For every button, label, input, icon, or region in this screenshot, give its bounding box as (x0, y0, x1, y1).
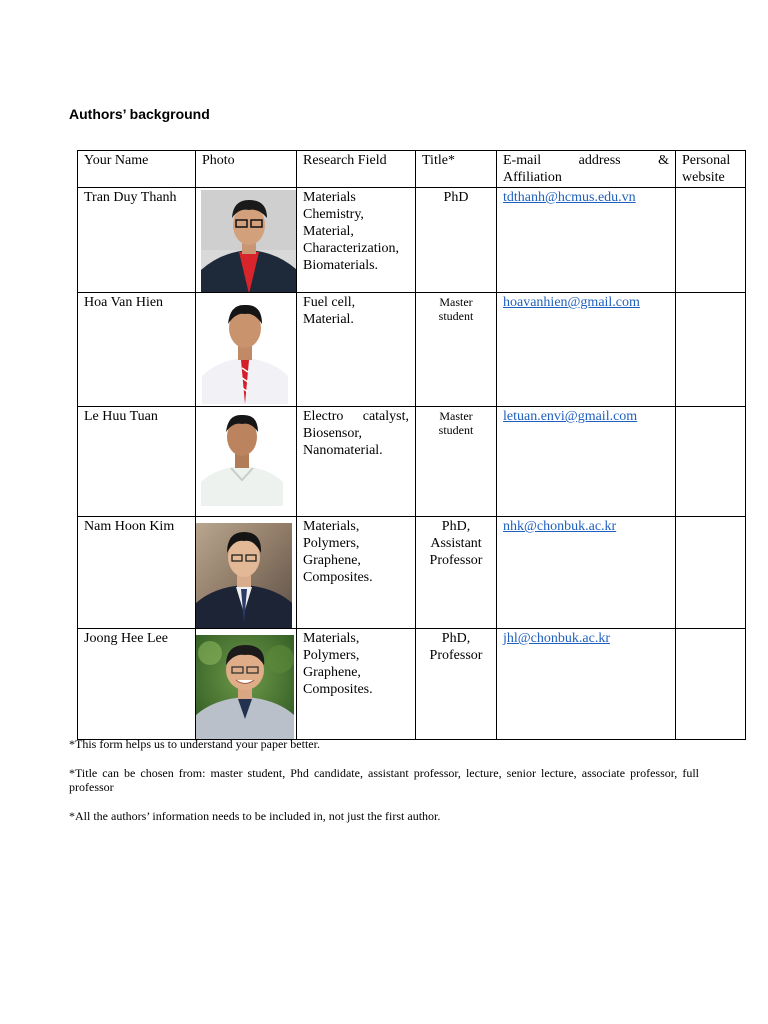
research-field-line: Materials (303, 190, 356, 205)
header-email-affiliation (497, 151, 676, 188)
header-research-field: Research Field (297, 151, 416, 188)
author-photo (196, 635, 294, 739)
author-name: Hoa Van Hien (78, 293, 196, 407)
title-line: Professor (429, 553, 483, 568)
author-photo (196, 523, 292, 629)
research-field-line: Materials, (303, 519, 360, 534)
footnote: *This form helps us to understand your paper better. (69, 737, 320, 751)
author-website (676, 629, 746, 740)
header-email-line1: E-mail address & (503, 153, 669, 168)
research-field-line: Electro catalyst, (303, 409, 409, 424)
author-name: Joong Hee Lee (78, 629, 196, 740)
research-field (297, 629, 416, 740)
research-field (297, 407, 416, 517)
table-row (78, 188, 746, 293)
email-link[interactable]: letuan.envi@gmail.com (503, 409, 638, 424)
table-row (78, 517, 746, 629)
research-field-line: Characterization, (303, 241, 400, 256)
authors-table (77, 150, 746, 740)
research-field (297, 188, 416, 293)
research-field-line: Polymers, (303, 536, 360, 551)
research-field-line: Biosensor, (303, 426, 362, 441)
research-field-line: Material. (303, 312, 354, 327)
research-field-line: Graphene, (303, 553, 361, 568)
author-title (416, 188, 497, 293)
research-field-line: Materials, (303, 631, 360, 646)
title-line: Professor (429, 648, 483, 663)
author-website (676, 517, 746, 629)
email-link[interactable]: hoavanhien@gmail.com (503, 295, 640, 310)
research-field-line: Biomaterials. (303, 258, 379, 273)
section-heading: Authors’ background (69, 106, 210, 122)
author-email (497, 293, 676, 407)
footnote: *All the authors’ information needs to be included in, not just the first author. (69, 809, 441, 823)
photo-cell (196, 407, 297, 517)
author-photo (202, 298, 288, 404)
photo-cell (196, 517, 297, 629)
email-link[interactable]: nhk@chonbuk.ac.kr (503, 519, 617, 534)
research-field-line: Fuel cell, (303, 295, 356, 310)
header-email-line2: Affiliation (503, 170, 562, 185)
author-name: Nam Hoon Kim (78, 517, 196, 629)
photo-cell (196, 293, 297, 407)
footnote: *Title can be chosen from: master student, Phd candidate, assistant professor, lecture, senior lecture, associate professor, full professor (69, 766, 699, 794)
table-header-row (78, 151, 746, 188)
title-line: student (438, 423, 474, 437)
author-photo (201, 410, 283, 506)
research-field-line: Graphene, (303, 665, 361, 680)
author-name: Tran Duy Thanh (78, 188, 196, 293)
title-line: PhD, (441, 631, 471, 646)
author-title (416, 517, 497, 629)
footnotes (69, 737, 699, 838)
email-link[interactable]: jhl@chonbuk.ac.kr (503, 631, 610, 646)
research-field-line: Polymers, (303, 648, 360, 663)
header-title: Title* (416, 151, 497, 188)
email-link[interactable]: tdthanh@hcmus.edu.vn (503, 190, 636, 205)
title-line: Master (439, 295, 473, 309)
table-row (78, 293, 746, 407)
author-email (497, 407, 676, 517)
author-title (416, 407, 497, 517)
author-email (497, 188, 676, 293)
table-row (78, 407, 746, 517)
research-field-line: Nanomaterial. (303, 443, 383, 458)
research-field-line: Composites. (303, 570, 373, 585)
title-line: Master (439, 409, 473, 423)
title-line: PhD, (441, 519, 471, 534)
author-email (497, 517, 676, 629)
research-field-line: Composites. (303, 682, 373, 697)
header-name: Your Name (78, 151, 196, 188)
title-line: student (438, 309, 474, 323)
photo-cell (196, 629, 297, 740)
research-field-line: Material, (303, 224, 354, 239)
research-field-line: Chemistry, (303, 207, 364, 222)
table-row (78, 629, 746, 740)
research-field (297, 517, 416, 629)
title-line: Assistant (430, 536, 482, 551)
author-email (497, 629, 676, 740)
header-photo: Photo (196, 151, 297, 188)
author-website (676, 407, 746, 517)
author-website (676, 188, 746, 293)
header-personal-website: Personal website (676, 151, 746, 188)
author-title (416, 293, 497, 407)
author-photo (201, 190, 297, 293)
title-line: PhD (443, 190, 469, 205)
research-field (297, 293, 416, 407)
author-title (416, 629, 497, 740)
photo-cell (196, 188, 297, 293)
author-website (676, 293, 746, 407)
author-name: Le Huu Tuan (78, 407, 196, 517)
